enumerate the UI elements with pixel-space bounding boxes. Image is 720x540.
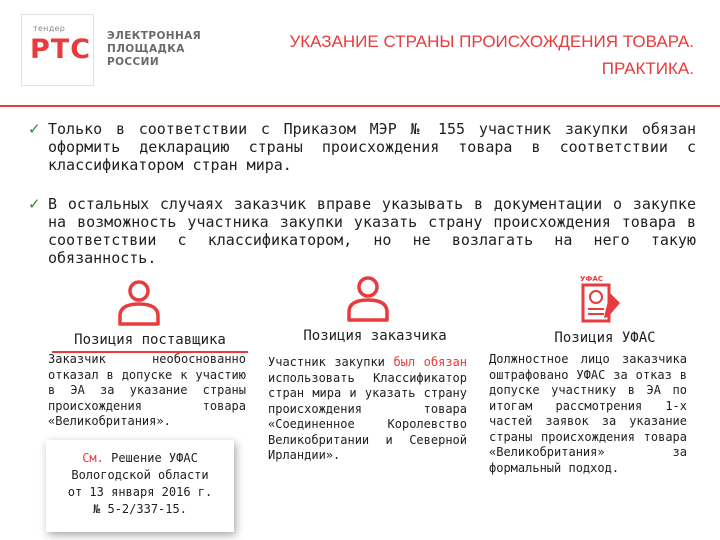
supplier-text: Заказчик необоснованно отказал в допуске к участию в ЭА за указание страны происхождения товара «Великобритания». [48,352,246,428]
customer-heading: Позиция заказчика [303,328,447,344]
checkmark-icon: ✓ [28,195,41,213]
customer-text-part: Участник закупки [268,355,394,369]
reference-line1: Решение УФАС [103,451,198,465]
supplier-heading: Позиция поставщика [52,332,248,353]
customer-text-part: использовать Классификатор стран мира и указать страну происхождения товара «Соединенное Королевство Великобритании и Северной Ирландии». [268,370,467,462]
logo-caption-line: ПЛОЩАДКА [107,43,185,55]
bullet-2-text: В остальных случаях заказчик вправе указывать в документации о закупке на возможность участника закупки указать страну происхождения товара в соответствии с классификатором, но не возлагать на него такую обязанность. [48,195,696,267]
reference-box [46,440,234,532]
reference-line2: Вологодской области [71,468,209,482]
title-divider [0,105,720,107]
fas-heading: Позиция УФАС [554,330,656,346]
page-title-line2: ПРАКТИКА. [601,59,694,78]
reference-text [46,450,234,518]
fas-text: Должностное лицо заказчика оштрафовано УФАС за отказ в допуске участнику в ЭА по итогам рассмотрения 1-х частей заявок за указание страны происхождения товара «Великобритания» за формальный подход. [489,352,687,475]
customer-person-icon [346,276,390,322]
reference-line [46,450,234,467]
document-pen-icon [580,283,624,325]
fas-document-icon [580,275,624,325]
customer-text [268,355,467,464]
reference-line4: № 5-2/337-15. [93,502,187,516]
bullet-1 [28,120,696,174]
logo-brand: РТС [30,34,92,65]
reference-line3: от 13 января 2016 г. [67,485,213,499]
fas-badge: УФАС [580,275,603,283]
reference-prefix: См. [82,451,104,465]
page-title-line1: УКАЗАНИЕ СТРАНЫ ПРОИСХОЖДЕНИЯ ТОВАРА. [289,32,694,51]
bullet-2 [28,195,696,267]
logo-caption-line: РОССИИ [107,56,160,68]
logo-small-text: тендер [33,24,66,33]
bullet-1-text: Только в соответствии с Приказом МЭР № 155 участник закупки обязан оформить декларацию страны происхождения товара в соответствии с классификатором стран мира. [48,120,696,174]
page-title [174,28,694,82]
supplier-person-icon [117,280,161,326]
customer-text-highlight: был обязан [393,355,467,369]
checkmark-icon: ✓ [28,120,41,138]
logo-caption-line: ЭЛЕКТРОННАЯ [107,30,202,42]
